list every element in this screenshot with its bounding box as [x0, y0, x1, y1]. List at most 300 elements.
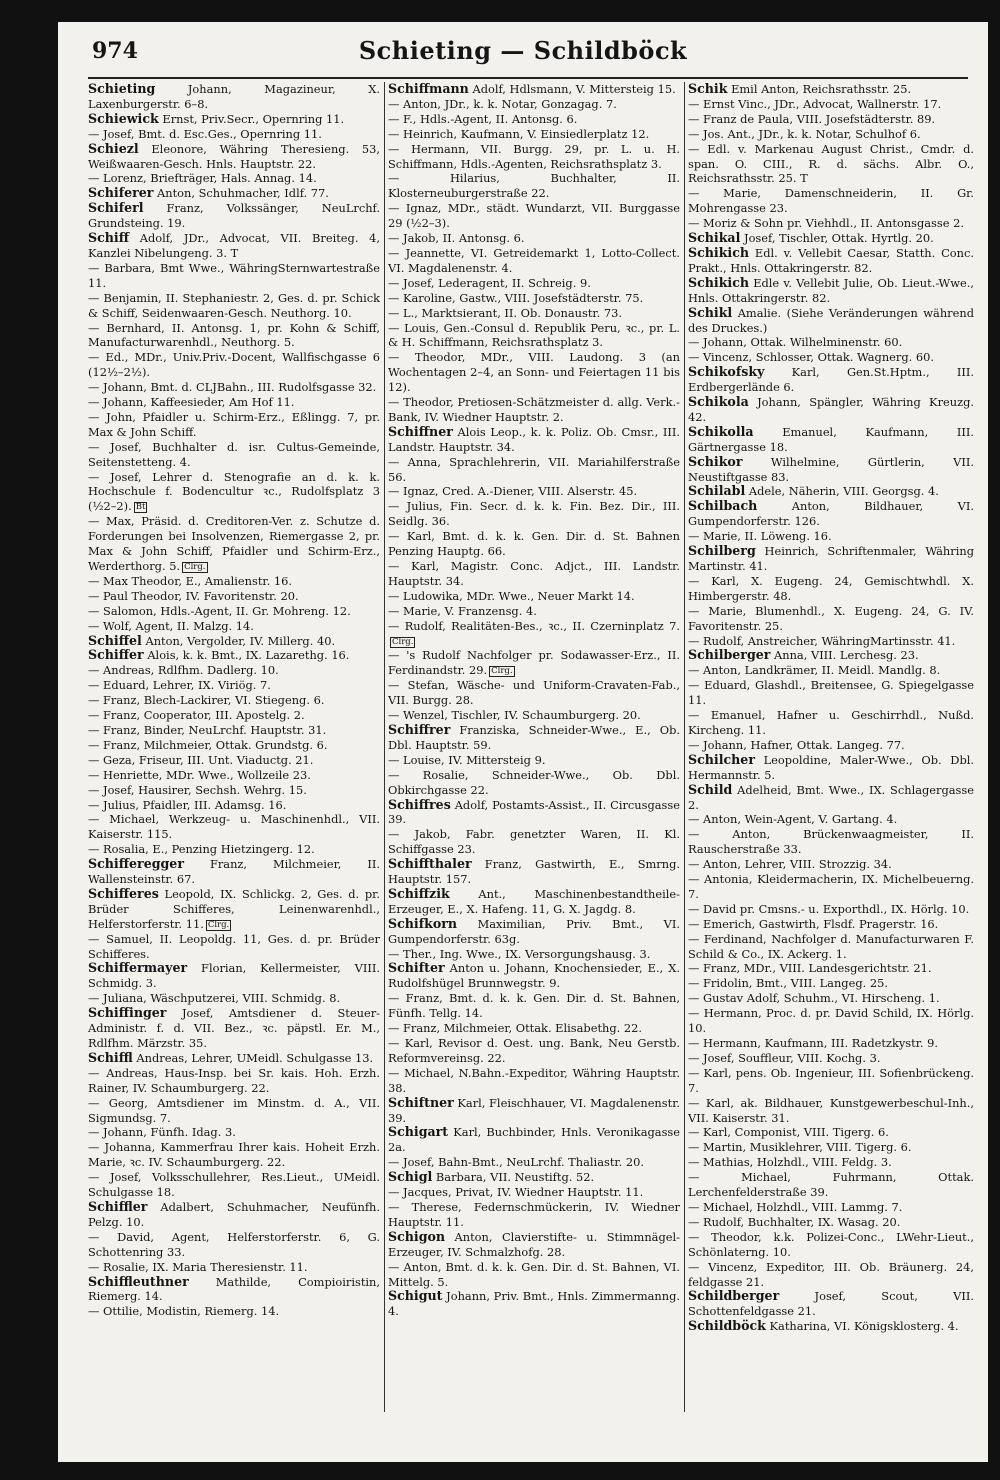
directory-entry: [688, 634, 974, 649]
entry-text: Mathilde, Compioiristin, Riemerg. 14.: [88, 1274, 380, 1304]
entry-text: — Jakob, Fabr. genetzter Waren, II. Kl. Schiffgasse 23.: [388, 827, 680, 857]
entry-surname: Schik: [688, 82, 728, 96]
entry-text: — Jos. Ant., JDr., k. k. Notar, Schulhof 6.: [688, 126, 921, 141]
directory-column-1: [88, 82, 380, 1422]
entry-text: Anton, Vergolder, IV. Millerg. 40.: [145, 633, 336, 648]
directory-entry: [88, 604, 380, 619]
entry-text: — Louise, IV. Mittersteig 9.: [388, 752, 546, 767]
entry-text: — Michael, N.Bahn.-Expeditor, Währing Hauptstr. 38.: [388, 1065, 680, 1095]
directory-entry: [688, 812, 974, 827]
entry-text: — Henriette, MDr. Wwe., Wollzeile 23.: [88, 767, 311, 782]
entry-text: — Franz, Binder, NeuLrchf. Hauptstr. 31.: [88, 722, 327, 737]
entry-text: — Michael, Fuhrmann, Ottak. Lerchenfelderstraße 39.: [688, 1170, 974, 1200]
directory-entry: [688, 1036, 974, 1051]
directory-column-3: [688, 82, 974, 1422]
directory-entry: [688, 1200, 974, 1215]
entry-surname: Schiffl: [88, 1049, 133, 1065]
directory-column-2: [388, 82, 680, 1422]
entry-surname: Schiftner: [388, 1094, 454, 1110]
entry-text: Franziska, Schneider-Wwe., E., Ob. Dbl. Hauptstr. 59.: [388, 722, 680, 752]
entry-text: — Karl, pens. Ob. Ingenieur, III. Sofienbrückeng. 7.: [688, 1065, 974, 1095]
directory-entry: [388, 306, 680, 321]
entry-text: Franz, Volkssänger, NeuLrchf. Grundsteing. 19.: [88, 201, 380, 231]
entry-surname: Schiffthaler: [388, 856, 472, 872]
entry-text: — Rosalie, IX. Maria Theresienstr. 11.: [88, 1259, 308, 1274]
directory-entry: [388, 201, 680, 231]
directory-entry: [88, 350, 380, 380]
entry-surname: Schikl: [688, 304, 733, 320]
directory-entry: [388, 589, 680, 604]
directory-entry: [388, 291, 680, 306]
entry-text: — Anton, Wein-Agent, V. Gartang. 4.: [688, 812, 898, 827]
entry-text: — Ludowika, MDr. Wwe., Neuer Markt 14.: [388, 588, 635, 603]
directory-entry-surname: [688, 82, 974, 97]
directory-entry: [88, 1096, 380, 1126]
entry-text: — Franz de Paula, VIII. Josefstädterstr. 89.: [688, 111, 936, 126]
directory-entry: [688, 872, 974, 902]
entry-text: — Ther., Ing. Wwe., IX. Versorgungshausg. 3.: [388, 946, 651, 961]
directory-entry: [88, 440, 380, 470]
directory-entry: [388, 455, 680, 485]
directory-entry-surname: [688, 753, 974, 783]
directory-entry-surname: [388, 1170, 680, 1185]
entry-text: Johann, Magazineur, X. Laxenburgerstr. 6–8.: [88, 82, 380, 111]
directory-entry-surname: [388, 1096, 680, 1126]
directory-entry: [388, 484, 680, 499]
entry-text: — Karoline, Gastw., VIII. Josefstädterstr. 75.: [388, 290, 644, 305]
directory-entry: [688, 961, 974, 976]
directory-entry: [688, 1006, 974, 1036]
directory-entry: [388, 231, 680, 246]
entry-text: — Bernhard, II. Antonsg. 1, pr. Kohn & Schiff, Manufacturwarenhdl., Neuthorg. 5.: [88, 320, 380, 350]
entry-text: — Hermann, Proc. d. pr. David Schild, IX. Hörlg. 10.: [688, 1006, 974, 1036]
entry-surname: Schiff: [88, 230, 130, 246]
entry-text: — Josef, Volksschullehrer, Res.Lieut., UMeidl. Schulgasse 18.: [88, 1170, 380, 1200]
directory-entry: [388, 827, 680, 857]
entry-text: Ant., Maschinenbestandtheile-Erzeuger, E., X. Hafeng. 11, G. X. Jagdg. 8.: [388, 886, 680, 916]
entry-text: — Josef, Buchhalter d. isr. Cultus-Gemeinde, Seitenstetteng. 4.: [88, 439, 380, 469]
column-divider: [384, 82, 385, 1412]
entry-text: — Franz, MDr., VIII. Landesgerichtstr. 21.: [688, 961, 932, 976]
directory-entry: [688, 335, 974, 350]
entry-text: — Stefan, Wäsche- und Uniform-Cravaten-Fab., VII. Burgg. 28.: [388, 678, 680, 708]
entry-text: — Franz, Milchmeier, Ottak. Elisabethg. 22.: [388, 1021, 643, 1036]
directory-entry: [388, 708, 680, 723]
entry-mark-badge: Clrg.: [392, 636, 414, 647]
directory-entry: [388, 947, 680, 962]
entry-text: — Karl, Revisor d. Oest. ung. Bank, Neu Gerstb. Reformvereinsg. 22.: [388, 1036, 680, 1065]
page-header: [58, 22, 988, 74]
directory-entry: [88, 991, 380, 1006]
directory-entry-surname: [388, 1230, 680, 1260]
directory-entry: [88, 1260, 380, 1275]
entry-surname: Schiffzik: [388, 885, 450, 901]
directory-entry: [88, 1230, 380, 1260]
entry-surname: Schieting: [88, 82, 156, 96]
directory-entry: [88, 127, 380, 142]
entry-text: Adele, Näherin, VIII. Georgsg. 4.: [748, 484, 939, 499]
entry-text: — Michael, Holzhdl., VIII. Lammg. 7.: [688, 1199, 903, 1214]
entry-text: Adolf, Postamts-Assist., II. Circusgasse 39.: [388, 797, 680, 827]
directory-entry: [688, 1140, 974, 1155]
directory-entry: [688, 708, 974, 738]
entry-text: Alois Leop., k. k. Poliz. Ob. Cmsr., III. Landstr. Hauptstr. 34.: [388, 424, 680, 454]
entry-text: — Ed., MDr., Univ.Priv.-Docent, Wallfischgasse 6 (12½–2½).: [88, 350, 380, 380]
directory-entry-surname: [688, 395, 974, 425]
entry-surname: Schikal: [688, 230, 741, 246]
directory-entry: [88, 708, 380, 723]
entry-text: Adolf, Hdlsmann, V. Mittersteig 15.: [472, 82, 676, 96]
entry-text: — Karl, ak. Bildhauer, Kunstgewerbeschul-Inh., VII. Kaiserstr. 31.: [688, 1095, 974, 1125]
entry-surname: Schifferegger: [88, 856, 184, 872]
entry-mark-badge: Clrg.: [207, 919, 230, 930]
entry-text: — John, Pfaidler u. Schirm-Erz., Eßlingg. 7, pr. Max & John Schiff.: [88, 409, 380, 439]
entry-text: Heinrich, Schriftenmaler, Währing Martinstr. 41.: [688, 544, 974, 573]
entry-surname: Schikich: [688, 244, 750, 260]
entry-text: — Paul Theodor, IV. Favoritenstr. 20.: [88, 588, 299, 603]
entry-text: — Franz, Blech-Lackirer, VI. Stiegeng. 6.: [88, 693, 325, 708]
directory-entry: [88, 932, 380, 962]
directory-entry: [388, 246, 680, 276]
directory-entry: [688, 97, 974, 112]
directory-entry: [388, 991, 680, 1021]
directory-entry: [688, 902, 974, 917]
entry-text: Josef, Amtsdiener d. Steuer-Administr. f. d. VII. Bez., ꝛc. päpstl. Er. M., Rdlfhm. Märzstr. 35.: [88, 1006, 380, 1050]
entry-text: — Geza, Friseur, III. Unt. Viaductg. 21.: [88, 752, 314, 767]
entry-text: — Jakob, II. Antonsg. 6.: [388, 231, 525, 246]
entry-surname: Schilcher: [688, 751, 755, 767]
entry-text: Adolf, JDr., Advocat, VII. Breiteg. 4, Kanzlei Nibelungeng. 3. T: [88, 231, 380, 260]
entry-text: — Josef, Lehrer d. Stenografie an d. k. k. Hochschule f. Bodencultur ꝛc., Rudolfsplatz 3 (½2–2).: [88, 469, 380, 514]
entry-text: — Marie, Damenschneiderin, II. Gr. Mohrengasse 23.: [688, 186, 974, 216]
directory-entry: [388, 395, 680, 425]
entry-text: Anton u. Johann, Knochensieder, E., X. Rudolfshügel Brunnwegstr. 9.: [388, 961, 680, 991]
directory-entry: [688, 529, 974, 544]
directory-entry: [688, 827, 974, 857]
entry-text: — Julius, Pfaidler, III. Adamsg. 16.: [88, 797, 287, 812]
entry-text: Florian, Kellermeister, VIII. Schmidg. 3.: [88, 961, 380, 991]
directory-entry: [688, 1155, 974, 1170]
directory-entry: [688, 186, 974, 216]
entry-text: Anton, Schuhmacher, Idlf. 77.: [157, 186, 329, 201]
entry-text: — Emerich, Gastwirth, Flsdf. Pragerstr. 16.: [688, 916, 939, 931]
entry-surname: Schikofsky: [688, 364, 765, 380]
entry-surname: Schiffleuthner: [88, 1273, 189, 1289]
entry-text: Ernst, Priv.Secr., Opernring 11.: [162, 111, 345, 126]
entry-text: — Max, Präsid. d. Creditoren-Ver. z. Schutze d. Forderungen bei Insolvenzen, Riemergasse 2, pr. Max & John Schiff, Pfaidler und Schirm-Erz., Werderthorg. 5.: [88, 514, 380, 573]
entry-text: — Vincenz, Schlosser, Ottak. Wagnerg. 60.: [688, 350, 934, 365]
entry-text: — Hermann, VII. Burgg. 29, pr. L. u. H. Schiffmann, Hdls.-Agenten, Reichsrathsplatz 3.: [388, 141, 680, 171]
entry-surname: Schildberger: [688, 1288, 780, 1304]
entry-text: — Rudolf, Realitäten-Bes., ꝛc., II. Czerninplatz 7.: [388, 618, 680, 633]
entry-text: — Anna, Sprachlehrerin, VII. Mariahilferstraße 56.: [388, 454, 680, 484]
entry-text: — Ignaz, MDr., städt. Wundarzt, VII. Burggasse 29 (½2–3).: [388, 201, 680, 231]
entry-text: — Rosalia, E., Penzing Hietzingerg. 12.: [88, 842, 315, 857]
entry-text: — Louis, Gen.-Consul d. Republik Peru, ꝛc., pr. L. & H. Schiffmann, Reichsrathsplatz 3.: [388, 320, 680, 350]
entry-surname: Schiffres: [388, 796, 451, 812]
directory-entry: [388, 1260, 680, 1290]
entry-text: — Eduard, Glashdl., Breitensee, G. Spiegelgasse 11.: [688, 678, 974, 708]
entry-surname: Schilberger: [688, 647, 771, 663]
directory-entry: [388, 678, 680, 708]
entry-text: — Mathias, Holzhdl., VIII. Feldg. 3.: [688, 1155, 892, 1170]
entry-text: — Gustav Adolf, Schuhm., VI. Hirscheng. 1.: [688, 991, 940, 1006]
directory-entry: [688, 1125, 974, 1140]
directory-entry: [388, 753, 680, 768]
directory-entry-surname: [388, 1289, 680, 1319]
entry-text: — F., Hdls.-Agent, II. Antonsg. 6.: [388, 111, 578, 126]
directory-entry: [688, 917, 974, 932]
entry-text: — Michael, Werkzeug- u. Maschinenhdl., VII. Kaiserstr. 115.: [88, 812, 380, 842]
entry-text: Wilhelmine, Gürtlerin, VII. Neustiftgasse 83.: [688, 454, 974, 484]
directory-entry: [688, 1066, 974, 1096]
entry-text: — Ottilie, Modistin, Riemerg. 14.: [88, 1304, 280, 1319]
directory-entry: [688, 976, 974, 991]
directory-entry-surname: [388, 723, 680, 753]
entry-text: — Emanuel, Hafner u. Geschirrhdl., Nußd. Kircheng. 11.: [688, 708, 974, 737]
directory-entry: [388, 768, 680, 798]
entry-text: Adelheid, Bmt. Wwe., IX. Schlagergasse 2.: [688, 782, 974, 812]
entry-text: — Theodor, Pretiosen-Schätzmeister d. allg. Verk.-Bank, IV. Wiedner Hauptstr. 2.: [388, 395, 680, 424]
entry-text: Karl, Fleischhauer, VI. Magdalenenstr. 39.: [388, 1095, 680, 1125]
entry-text: — Theodor, MDr., VIII. Laudong. 3 (an Wochentagen 2–4, an Sonn- und Feiertagen 11 bis 12).: [388, 350, 680, 395]
entry-text: — Josef, Hausirer, Sechsh. Wehrg. 15.: [88, 782, 307, 797]
entry-text: — Anton, Lehrer, VIII. Strozzig. 34.: [688, 857, 892, 872]
entry-surname: Schigon: [388, 1228, 446, 1244]
directory-entry: [88, 842, 380, 857]
directory-entry: [388, 112, 680, 127]
directory-entry: [388, 276, 680, 291]
directory-entry: [388, 604, 680, 619]
entry-surname: Schiffermayer: [88, 960, 188, 976]
directory-entry: [688, 663, 974, 678]
directory-entry: [388, 1036, 680, 1066]
directory-entry-surname: [88, 231, 380, 261]
directory-entry-surname: [388, 798, 680, 828]
directory-entry: [88, 663, 380, 678]
entry-text: — Karl, Bmt. d. k. k. Gen. Dir. d. St. Bahnen Penzing Hauptg. 66.: [388, 529, 680, 559]
directory-entry-surname: [88, 201, 380, 231]
entry-text: — Lorenz, Briefträger, Hals. Annag. 14.: [88, 171, 317, 186]
entry-text: — Wenzel, Tischler, IV. Schaumburgerg. 20.: [388, 708, 641, 723]
directory-entry-surname: [688, 1289, 974, 1319]
running-title: Schieting — Schildböck: [358, 36, 688, 65]
directory-entry: [388, 321, 680, 351]
entry-surname: Schigut: [388, 1288, 443, 1304]
entry-text: Anna, VIII. Lerchesg. 23.: [774, 648, 919, 663]
directory-entry-surname: [688, 484, 974, 499]
entry-text: — Johann, Ottak. Wilhelminenstr. 60.: [688, 335, 903, 350]
entry-surname: Schiffer: [88, 647, 144, 663]
directory-entry-surname: [688, 246, 974, 276]
directory-entry: [688, 1260, 974, 1290]
directory-entry-surname: [388, 857, 680, 887]
entry-text: — Jeannette, VI. Getreidemarkt 1, Lotto-Collect. VI. Magdalenenstr. 4.: [388, 245, 680, 275]
directory-entry: [688, 1051, 974, 1066]
directory-entry: [688, 574, 974, 604]
directory-entry: [688, 1215, 974, 1230]
entry-text: — L., Marktsierant, II. Ob. Donaustr. 73.: [388, 305, 622, 320]
directory-entry: [688, 1230, 974, 1260]
entry-text: — David, Agent, Helferstorferstr. 6, G. Schottenring 33.: [88, 1229, 380, 1259]
directory-entry: [88, 395, 380, 410]
entry-text: — Anton, JDr., k. k. Notar, Gonzagag. 7.: [388, 96, 617, 111]
entry-surname: Schilberg: [688, 543, 756, 559]
entry-text: — Antonia, Kleidermacherin, IX. Michelbeuerng. 7.: [688, 872, 974, 901]
entry-text: Edle v. Vellebit Julie, Ob. Lieut.-Wwe., Hnls. Ottakringerstr. 82.: [688, 275, 974, 305]
entry-text: Franz, Gastwirth, E., Smrng. Hauptstr. 157.: [388, 857, 680, 887]
entry-text: Johann, Spängler, Währing Kreuzg. 42.: [688, 395, 974, 424]
entry-text: Alois, k. k. Bmt., IX. Lazarethg. 16.: [147, 648, 350, 663]
directory-entry-surname: [688, 544, 974, 574]
directory-entry: [88, 619, 380, 634]
entry-text: Emil Anton, Reichsrathsstr. 25.: [731, 82, 912, 96]
directory-entry: [388, 350, 680, 395]
entry-text: Josef, Scout, VII. Schottenfeldgasse 21.: [688, 1289, 974, 1319]
entry-text: — Theodor, k.k. Polizei-Conc., LWehr-Lieut., Schönlaterng. 10.: [688, 1229, 974, 1259]
entry-text: — Karl, Magistr. Conc. Adjct., III. Landstr. Hauptstr. 34.: [388, 559, 680, 588]
entry-text: — Josef, Lederagent, II. Schreig. 9.: [388, 275, 591, 290]
entry-text: — Franz, Milchmeier, Ottak. Grundstg. 6.: [88, 737, 328, 752]
directory-entry-surname: [88, 82, 380, 112]
entry-text: — Heinrich, Kaufmann, V. Einsiedlerplatz 12.: [388, 126, 650, 141]
entry-text: — Ernst Vinc., JDr., Advocat, Wallnerstr. 17.: [688, 96, 942, 111]
entry-text: — Karl, Componist, VIII. Tigerg. 6.: [688, 1125, 889, 1140]
directory-entry: [88, 678, 380, 693]
entry-text: — Andreas, Haus-Insp. bei Sr. kais. Hoh. Erzh. Rainer, IV. Schaumburgerg. 22.: [88, 1065, 380, 1095]
directory-entry-surname: [388, 82, 680, 97]
directory-entry-surname: [88, 1275, 380, 1305]
directory-entry-surname: [88, 1006, 380, 1051]
entry-surname: Schiferl: [88, 200, 144, 216]
entry-text: — Anton, Landkrämer, II. Meidl. Mandlg. 8.: [688, 663, 941, 678]
directory-entry-surname: [688, 499, 974, 529]
directory-entry: [688, 678, 974, 708]
entry-text: Eleonore, Währing Theresieng. 53, Weißwaaren-Gesch. Hnls. Hauptstr. 22.: [88, 141, 380, 171]
entry-surname: Schigl: [388, 1169, 433, 1185]
entry-text: — Ignaz, Cred. A.-Diener, VIII. Alserstr. 45.: [388, 484, 638, 499]
entry-surname: Schiffinger: [88, 1005, 167, 1021]
directory-entry: [688, 1096, 974, 1126]
directory-entry: [88, 1066, 380, 1096]
page-number: 974: [92, 38, 138, 64]
directory-entry: [388, 1185, 680, 1200]
directory-entry: [688, 991, 974, 1006]
entry-mark-badge: Bt: [135, 502, 146, 513]
entry-text: — Johann, Kaffeesieder, Am Hof 11.: [88, 395, 295, 410]
directory-entry: [388, 142, 680, 172]
entry-text: — Barbara, Bmt Wwe., WähringSternwartestraße 11.: [88, 260, 380, 290]
entry-text: Karl, Gen.St.Hptm., III. Erdbergerlände 6.: [688, 365, 974, 395]
entry-surname: Schikich: [688, 274, 750, 290]
entry-mark-badge: Clrg.: [184, 562, 206, 572]
entry-surname: Schiffrer: [388, 721, 451, 737]
entry-surname: Schifferes: [88, 885, 159, 901]
entry-text: — Franz, Bmt. d. k. k. Gen. Dir. d. St. Bahnen, Fünfh. Tellg. 14.: [388, 991, 680, 1021]
directory-entry: [88, 693, 380, 708]
entry-text: — Ferdinand, Nachfolger d. Manufacturwaren F. Schild & Co., IX. Ackerg. 1.: [688, 931, 974, 961]
directory-entry: [88, 753, 380, 768]
directory-entry: [688, 216, 974, 231]
directory-entry-surname: [688, 425, 974, 455]
entry-text: — Hilarius, Buchhalter, II. Klosterneuburgerstraße 22.: [388, 171, 680, 201]
entry-text: — Marie, Blumenhdl., X. Eugeng. 24, G. IV. Favoritenstr. 25.: [688, 603, 974, 633]
directory-entry: [388, 97, 680, 112]
directory-page: [58, 22, 988, 1462]
directory-entry: [388, 619, 680, 649]
entry-text: Johann, Priv. Bmt., Hnls. Zimmermanng. 4.: [388, 1289, 680, 1319]
directory-entry-surname: [388, 887, 680, 917]
entry-text: — Marie, II. Löweng. 16.: [688, 529, 832, 544]
entry-text: Karl, Buchbinder, Hnls. Veronikagasse 2a.: [388, 1125, 680, 1155]
directory-entry: [388, 1066, 680, 1096]
entry-surname: Schiferer: [88, 185, 154, 201]
entry-text: — Johann, Fünfh. Idag. 3.: [88, 1125, 236, 1140]
directory-entry: [388, 1200, 680, 1230]
entry-text: — Johann, Bmt. d. CLJBahn., III. Rudolfsgasse 32.: [88, 380, 377, 395]
directory-entry-surname: [88, 1200, 380, 1230]
directory-entry-surname: [88, 186, 380, 201]
entry-text: — Franz, Cooperator, III. Apostelg. 2.: [88, 708, 305, 723]
entry-text: Andreas, Lehrer, UMeidl. Schulgasse 13.: [136, 1050, 374, 1065]
directory-entry-surname: [88, 1051, 380, 1066]
entry-text: — Hermann, Kaufmann, III. Radetzkystr. 9.: [688, 1036, 939, 1050]
directory-entry: [688, 350, 974, 365]
directory-entry-surname: [688, 648, 974, 663]
entry-surname: Schifter: [388, 960, 445, 976]
entry-text: Maximilian, Priv. Bmt., VI. Gumpendorferstr. 63g.: [388, 916, 680, 946]
directory-entry-surname: [688, 306, 974, 336]
directory-entry-surname: [88, 142, 380, 172]
entry-text: Leopoldine, Maler-Wwe., Ob. Dbl. Hermannstr. 5.: [688, 752, 974, 782]
entry-surname: Schiffmann: [388, 82, 469, 96]
entry-text: — Rudolf, Buchhalter, IX. Wasag. 20.: [688, 1214, 901, 1229]
directory-entry: [88, 1170, 380, 1200]
directory-entry: [88, 410, 380, 440]
entry-surname: Schiffner: [388, 423, 453, 439]
entry-text: — Martin, Musiklehrer, VIII. Tigerg. 6.: [688, 1140, 912, 1155]
entry-surname: Schilabl: [688, 483, 746, 499]
entry-text: Barbara, VII. Neustiftg. 52.: [435, 1170, 595, 1185]
directory-entry: [688, 738, 974, 753]
directory-entry: [88, 380, 380, 395]
directory-entry-surname: [388, 917, 680, 947]
directory-entry: [88, 321, 380, 351]
entry-text: — Johann, Hafner, Ottak. Langeg. 77.: [688, 737, 905, 752]
entry-text: — Andreas, Rdlfhm. Dadlerg. 10.: [88, 663, 279, 678]
directory-entry: [688, 1170, 974, 1200]
header-rule: [88, 77, 968, 79]
entry-text: — Moriz & Sohn pr. Viehhdl., II. Antonsgasse 2.: [688, 216, 964, 231]
directory-entry-surname: [388, 961, 680, 991]
directory-entry: [688, 932, 974, 962]
directory-entry: [688, 127, 974, 142]
directory-entry-surname: [88, 634, 380, 649]
directory-entry: [88, 291, 380, 321]
entry-surname: Schifkorn: [388, 915, 458, 931]
entry-text: — Anton, Bmt. d. k. k. Gen. Dir. d. St. Bahnen, VI. Mittelg. 5.: [388, 1259, 680, 1289]
directory-entry-surname: [688, 276, 974, 306]
entry-text: — Max Theodor, E., Amalienstr. 16.: [88, 573, 292, 588]
entry-text: — Vincenz, Expeditor, III. Ob. Bräunerg. 24, feldgasse 21.: [688, 1259, 974, 1289]
entry-text: Katharina, VI. Königsklosterg. 4.: [769, 1319, 959, 1334]
entry-text: — Wolf, Agent, II. Malzg. 14.: [88, 618, 254, 633]
directory-entry: [88, 589, 380, 604]
entry-text: — Salomon, Hdls.-Agent, II. Gr. Mohreng. 12.: [88, 603, 351, 618]
directory-entry: [388, 1155, 680, 1170]
directory-entry: [88, 1125, 380, 1140]
entry-surname: Schildböck: [688, 1318, 766, 1334]
